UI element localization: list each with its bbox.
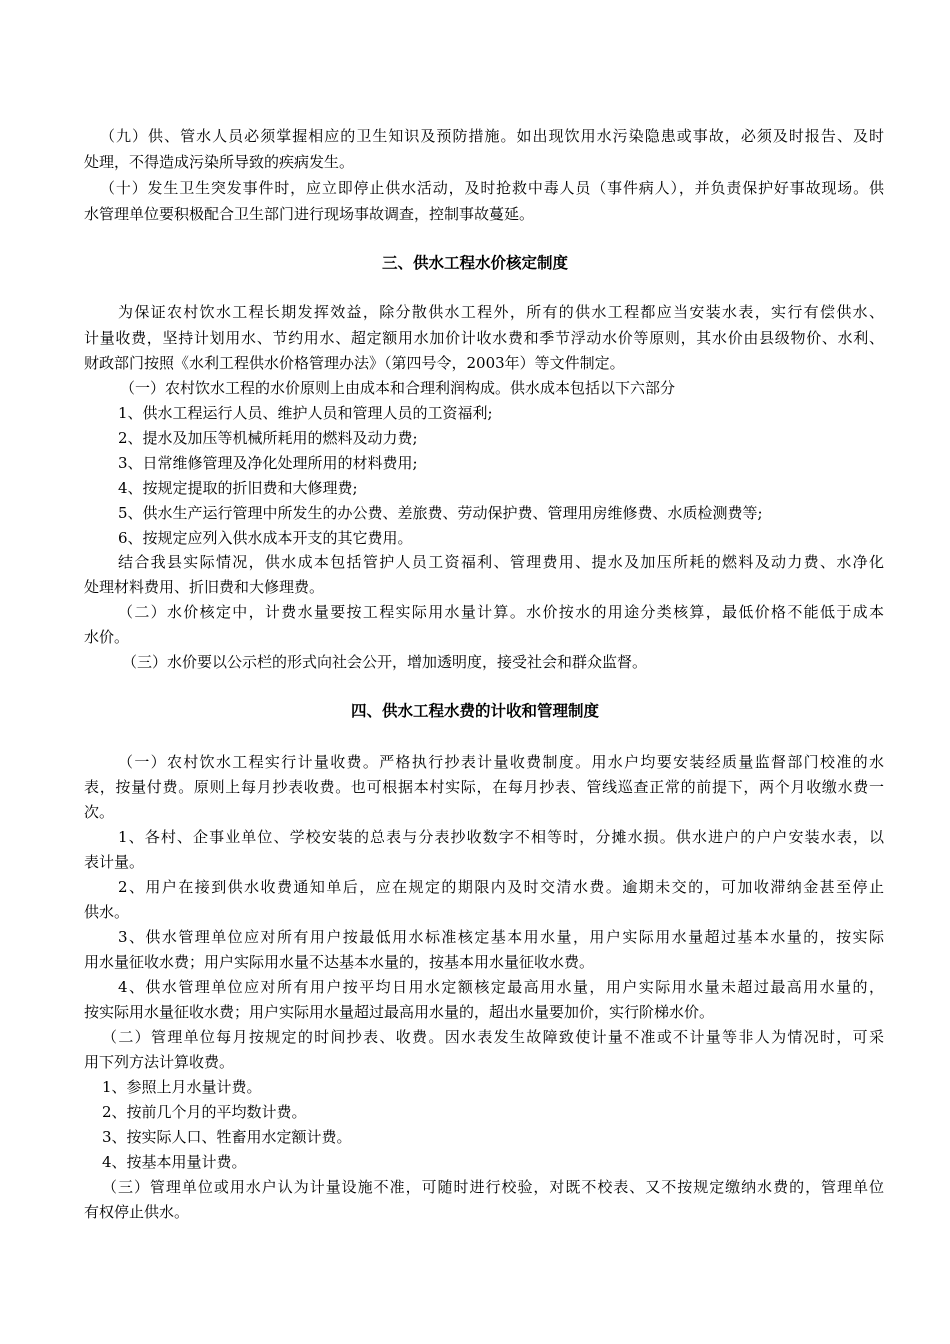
text-line: 表计量。	[84, 853, 145, 871]
text-line: （三）管理单位或用水户认为计量设施不准，可随时进行校验，对既不校表、又不按规定缴纳水费的，管理单位	[102, 1178, 884, 1196]
text-line: 财政部门按照《水利工程供水价格管理办法》（第四号令，2003年）等文件制定。	[84, 354, 625, 372]
text-line: 用下列方法计算收费。	[84, 1053, 235, 1071]
text-line: 结合我县实际情况，供水成本包括管护人员工资福利、管理费用、提水及加压所耗的燃料及动力费、水净化	[118, 553, 884, 571]
section-heading: 四、供水工程水费的计收和管理制度	[350, 702, 599, 720]
list-item: 2、按前几个月的平均数计费。	[102, 1103, 307, 1121]
list-item: 2、提水及加压等机械所耗用的燃料及动力费;	[118, 429, 418, 447]
text-line: 水价。	[84, 628, 130, 646]
list-item: 1、参照上月水量计费。	[102, 1078, 262, 1096]
text-line: 计量收费，坚持计划用水、节约用水、超定额用水加价计收水费和季节浮动水价等原则，其水价由县级物价、水利、	[84, 329, 884, 347]
list-item: 3、按实际人口、牲畜用水定额计费。	[102, 1128, 352, 1146]
list-item: 4、按规定提取的折旧费和大修理费;	[118, 479, 358, 497]
text-line: 1、各村、企事业单位、学校安装的总表与分表抄收数字不相等时，分摊水损。供水进户的户户安装水表，以	[118, 828, 884, 846]
text-line: 2、用户在接到供水收费通知单后，应在规定的期限内及时交清水费。逾期未交的，可加收滞纳金甚至停止	[118, 878, 884, 896]
text-line: （一）农村饮水工程实行计量收费。严格执行抄表计量收费制度。用水户均要安装经质量监督部门校准的水	[118, 753, 884, 771]
text-line: 有权停止供水。	[84, 1203, 190, 1221]
text-line: 为保证农村饮水工程长期发挥效益，除分散供水工程外，所有的供水工程都应当安装水表，实行有偿供水、	[118, 303, 884, 321]
text-line: 3、供水管理单位应对所有用户按最低用水标准核定基本用水量，用户实际用水量超过基本水量的，按实际	[118, 928, 884, 946]
list-item: 3、日常维修管理及净化处理所用的材料费用;	[118, 454, 418, 472]
text-line: （十）发生卫生突发事件时，应立即停止供水活动，及时抢救中毒人员（事件病人），并负责保护好事故现场。供	[100, 179, 884, 197]
list-item: 5、供水生产运行管理中所发生的办公费、差旅费、劳动保护费、管理用房维修费、水质检测费等;	[118, 504, 763, 522]
text-line: 水管理单位要积极配合卫生部门进行现场事故调查，控制事故蔓延。	[84, 205, 535, 223]
text-line: 供水。	[84, 903, 130, 921]
text-line: 处理材料费用、折旧费和大修理费。	[84, 578, 325, 596]
text-line: 4、供水管理单位应对所有用户按平均日用水定额核定最高用水量，用户实际用水量未超过最高用水量的，	[118, 978, 884, 996]
section-heading: 三、供水工程水价核定制度	[381, 254, 568, 272]
text-line: 处理，不得造成污染所导致的疾病发生。	[84, 153, 355, 171]
text-line: （二）水价核定中，计费水量要按工程实际用水量计算。水价按水的用途分类核算，最低价格不能低于成本	[118, 603, 884, 621]
text-line: 次。	[84, 803, 115, 821]
text-line: （二）管理单位每月按规定的时间抄表、收费。因水表发生故障致使计量不准或不计量等非人为情况时，可采	[102, 1028, 884, 1046]
text-line: （九）供、管水人员必须掌握相应的卫生知识及预防措施。如出现饮用水污染隐患或事故，必须及时报告、及时	[100, 127, 884, 145]
list-item: 1、供水工程运行人员、维护人员和管理人员的工资福利;	[118, 404, 493, 422]
text-line: （三）水价要以公示栏的形式向社会公开，增加透明度，接受社会和群众监督。	[122, 653, 648, 671]
text-line: 用水量征收水费；用户实际用水量不达基本水量的，按基本用水量征收水费。	[84, 953, 595, 971]
text-line: （一）农村饮水工程的水价原则上由成本和合理利润构成。供水成本包括以下六部分	[120, 379, 676, 397]
list-item: 6、按规定应列入供水成本开支的其它费用。	[118, 529, 413, 547]
text-line: 按实际用水量征收水费；用户实际用水量超过最高用水量的，超出水量要加价，实行阶梯水价。	[84, 1003, 715, 1021]
list-item: 4、按基本用量计费。	[102, 1153, 247, 1171]
text-line: 表，按量付费。原则上每月抄表收费。也可根据本村实际，在每月抄表、管线巡查正常的前提下，两个月收缴水费一	[84, 778, 884, 796]
